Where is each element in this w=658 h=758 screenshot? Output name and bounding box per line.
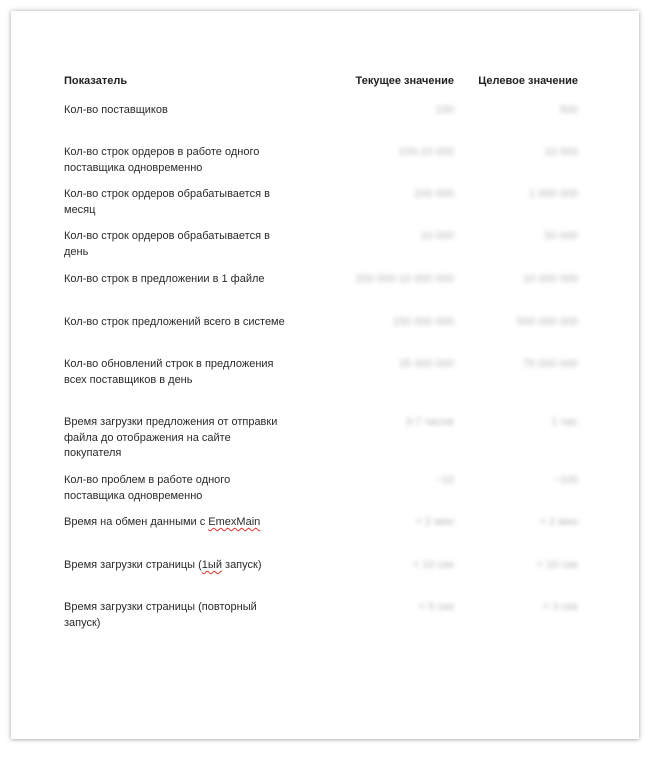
row-label: Кол-во проблем в работе одного поставщика одновременно [64, 474, 231, 502]
header-current-value: Текущее значение [355, 75, 454, 87]
table-header [64, 75, 584, 93]
row-label: Кол-во строк предложений всего в системе [64, 316, 285, 328]
row-label: Кол-во строк ордеров обрабатывается в месяц [64, 188, 270, 216]
row-label: Кол-во строк ордеров обрабатывается в день [64, 230, 270, 258]
row-target-value: 500 000 000 [516, 316, 578, 328]
row-label [64, 515, 289, 531]
row-current-value: 10 000 [420, 230, 454, 242]
header-indicator: Показатель [64, 75, 128, 87]
row-current-value: < 10 сек [412, 559, 454, 571]
row-label: Время загрузки предложения от отправки файла до отображения на сайте покупателя [64, 416, 278, 459]
row-target-value: 10 000 000 [522, 273, 578, 285]
row-current-value: 3-7 часов [405, 416, 454, 428]
row-current-value: ~10 [435, 474, 454, 486]
row-current-value: 200 000-10 000 000 [355, 273, 454, 285]
row-current-value: 150 [435, 104, 454, 116]
row-target-value: < 3 сек [542, 601, 578, 613]
row-target-value: ~100 [553, 474, 578, 486]
row-target-value: 1 час [551, 416, 578, 428]
row-target-value: < 2 мин [539, 516, 578, 528]
document-page [11, 11, 639, 739]
row-label-text: Время на обмен данными с [64, 516, 209, 528]
row-target-value: 75 000 000 [522, 358, 578, 370]
row-current-value: 100-10 000 [398, 146, 454, 158]
row-target-value: 50 000 [544, 230, 578, 242]
row-label: Кол-во строк ордеров в работе одного поставщика одновременно [64, 146, 260, 174]
spellcheck-word[interactable]: 1ый [201, 559, 222, 571]
row-label-text: запуск) [221, 559, 262, 571]
spellcheck-word[interactable]: EmexMain [208, 516, 261, 528]
row-target-value: 500 [559, 104, 578, 116]
row-current-value: 25 000 000 [398, 358, 454, 370]
row-label: Кол-во поставщиков [64, 104, 168, 116]
row-target-value: < 10 сек [536, 559, 578, 571]
row-label-text: Время загрузки страницы ( [64, 559, 202, 571]
row-current-value: < 2 мин [415, 516, 454, 528]
row-current-value: < 5 сек [418, 601, 454, 613]
row-label [64, 558, 289, 574]
row-current-value: 200 000 [414, 188, 454, 200]
header-target-value: Целевое значение [478, 75, 578, 87]
row-target-value: 10 000 [544, 146, 578, 158]
row-current-value: 150 000 000 [392, 316, 454, 328]
row-label: Время загрузки страницы (повторный запуск) [64, 601, 257, 629]
row-label: Кол-во обновлений строк в предложения всех поставщиков в день [64, 358, 274, 386]
row-label: Кол-во строк в предложении в 1 файле [64, 273, 265, 285]
row-target-value: 1 000 000 [529, 188, 578, 200]
